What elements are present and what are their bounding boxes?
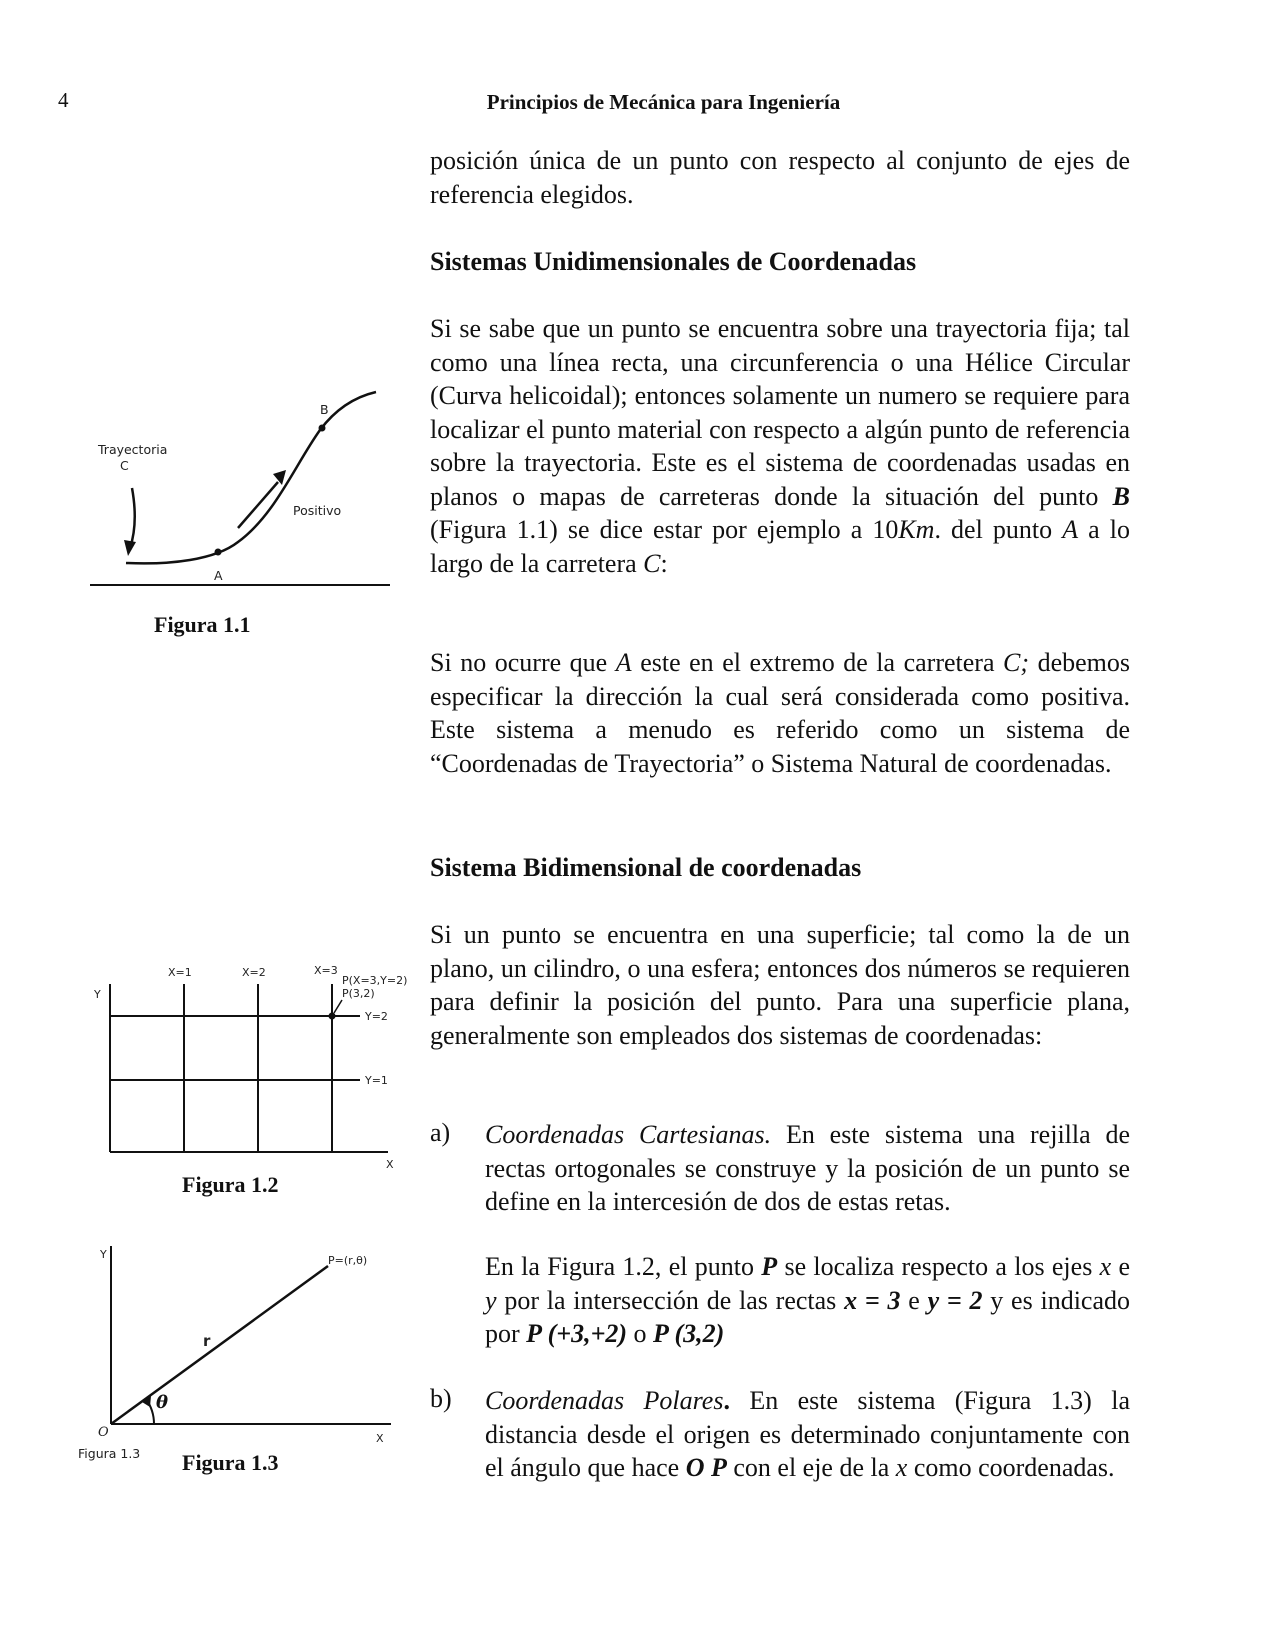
figure-1-1-caption: Figura 1.1 [154, 612, 251, 637]
figure-1-3 [76, 1236, 416, 1466]
label-y-axis: Y [94, 988, 101, 1001]
label-x2: X=2 [242, 966, 266, 979]
label-c: C [120, 458, 129, 473]
item-a-paragraph: Coordenadas Cartesianas. En este sistema una rejilla de rectas ortogonales se construye y la posición de un punto se define en la intercesión de dos de estas retas. [485, 1120, 1130, 1216]
section-heading-bidimensional: Sistema Bidimensional de coordenadas [430, 853, 862, 882]
label-y-axis: Y [100, 1248, 107, 1261]
intro-paragraph: posición única de un punto con respecto al conjunto de ejes de referencia elegidos. [430, 146, 1130, 209]
trajectory-curve [126, 392, 376, 563]
label-r: r [203, 1332, 211, 1350]
label-o: O [98, 1425, 109, 1440]
label-x-axis: X [386, 1158, 394, 1170]
running-title: Principios de Mecánica para Ingeniería [486, 90, 841, 114]
label-y1: Y=1 [365, 1074, 388, 1087]
label-positivo: Positivo [293, 503, 342, 518]
label-p-short: P(3,2) [342, 987, 375, 1000]
trajectory-arrowhead-icon [124, 540, 136, 556]
label-y2: Y=2 [365, 1010, 388, 1023]
label-x-axis: X [376, 1432, 384, 1445]
section1-paragraph-1: Si se sabe que un punto se encuentra sobre una trayectoria fija; tal como una línea recta, una circunferencia o una Hélice Circular (Curva helicoidal); entonces solamente un numero se requiere para localizar el punto material con respecto a algún punto de referencia sobre la trayectoria. Este es el sistema de coordenadas usadas en planos o mapas de carreteras donde la situación del punto B (Figura 1.1) se dice estar por ejemplo a 10Km. del punto A a lo largo de la carretera C: [430, 314, 1130, 578]
section1-paragraph-2: Si no ocurre que A este en el extremo de la carretera C; debemos especificar la dirección la cual será considerada como positiva. Este sistema a menudo es referido como un sistema de “Coordenadas de Trayectoria” o Sistema Natural de coordenadas. [430, 648, 1131, 778]
point-p-pointer [334, 1000, 342, 1013]
positive-arrowhead-icon [273, 470, 286, 485]
label-b: B [320, 402, 329, 417]
item-b-paragraph: Coordenadas Polares. En este sistema (Figura 1.3) la distancia desde el origen es determinado conjuntamente con el ángulo que hace O P con el eje de la x como coordenadas. [485, 1386, 1130, 1482]
label-trayectoria: Trayectoria [98, 442, 168, 457]
inner-caption: Figura 1.3 [78, 1446, 141, 1461]
label-x1: X=1 [168, 966, 192, 979]
item-label-b: b) [430, 1384, 452, 1413]
label-p-full: P(X=3,Y=2) [342, 974, 408, 987]
label-theta: θ [156, 1392, 169, 1413]
trajectory-arrow [130, 488, 135, 548]
section-heading-unidimensional: Sistemas Unidimensionales de Coordenadas [430, 247, 917, 276]
figure-1-2-caption-visible: Figura 1.2 [182, 1172, 279, 1197]
page-number: 4 [58, 88, 69, 112]
figure-1-3-caption: Figura 1.3 [182, 1450, 279, 1475]
item-label-a: a) [430, 1118, 451, 1147]
label-p-polar: P=(r,θ) [328, 1254, 368, 1267]
item-a-paragraph-2: En la Figura 1.2, el punto P se localiza respecto a los ejes x e y por la intersección de las rectas x = 3 e y = 2 y es indicado por P (+3,+2) o P (3,2) [485, 1252, 1131, 1348]
label-a: A [214, 568, 223, 583]
figure-1-2 [88, 940, 418, 1170]
point-b-dot [319, 425, 326, 432]
figure-1-1 [80, 370, 410, 610]
radius-vector [111, 1266, 328, 1424]
section2-paragraph-1: Si un punto se encuentra en una superficie; tal como la de un plano, un cilindro, o una esfera; entonces dos números se requieren para definir la posición del punto. Para una superficie plana, generalmente son empleados dos sistemas de coordenadas: [430, 920, 1130, 1050]
point-p-dot [329, 1013, 336, 1020]
point-a-dot [215, 549, 222, 556]
label-x3: X=3 [314, 964, 338, 977]
